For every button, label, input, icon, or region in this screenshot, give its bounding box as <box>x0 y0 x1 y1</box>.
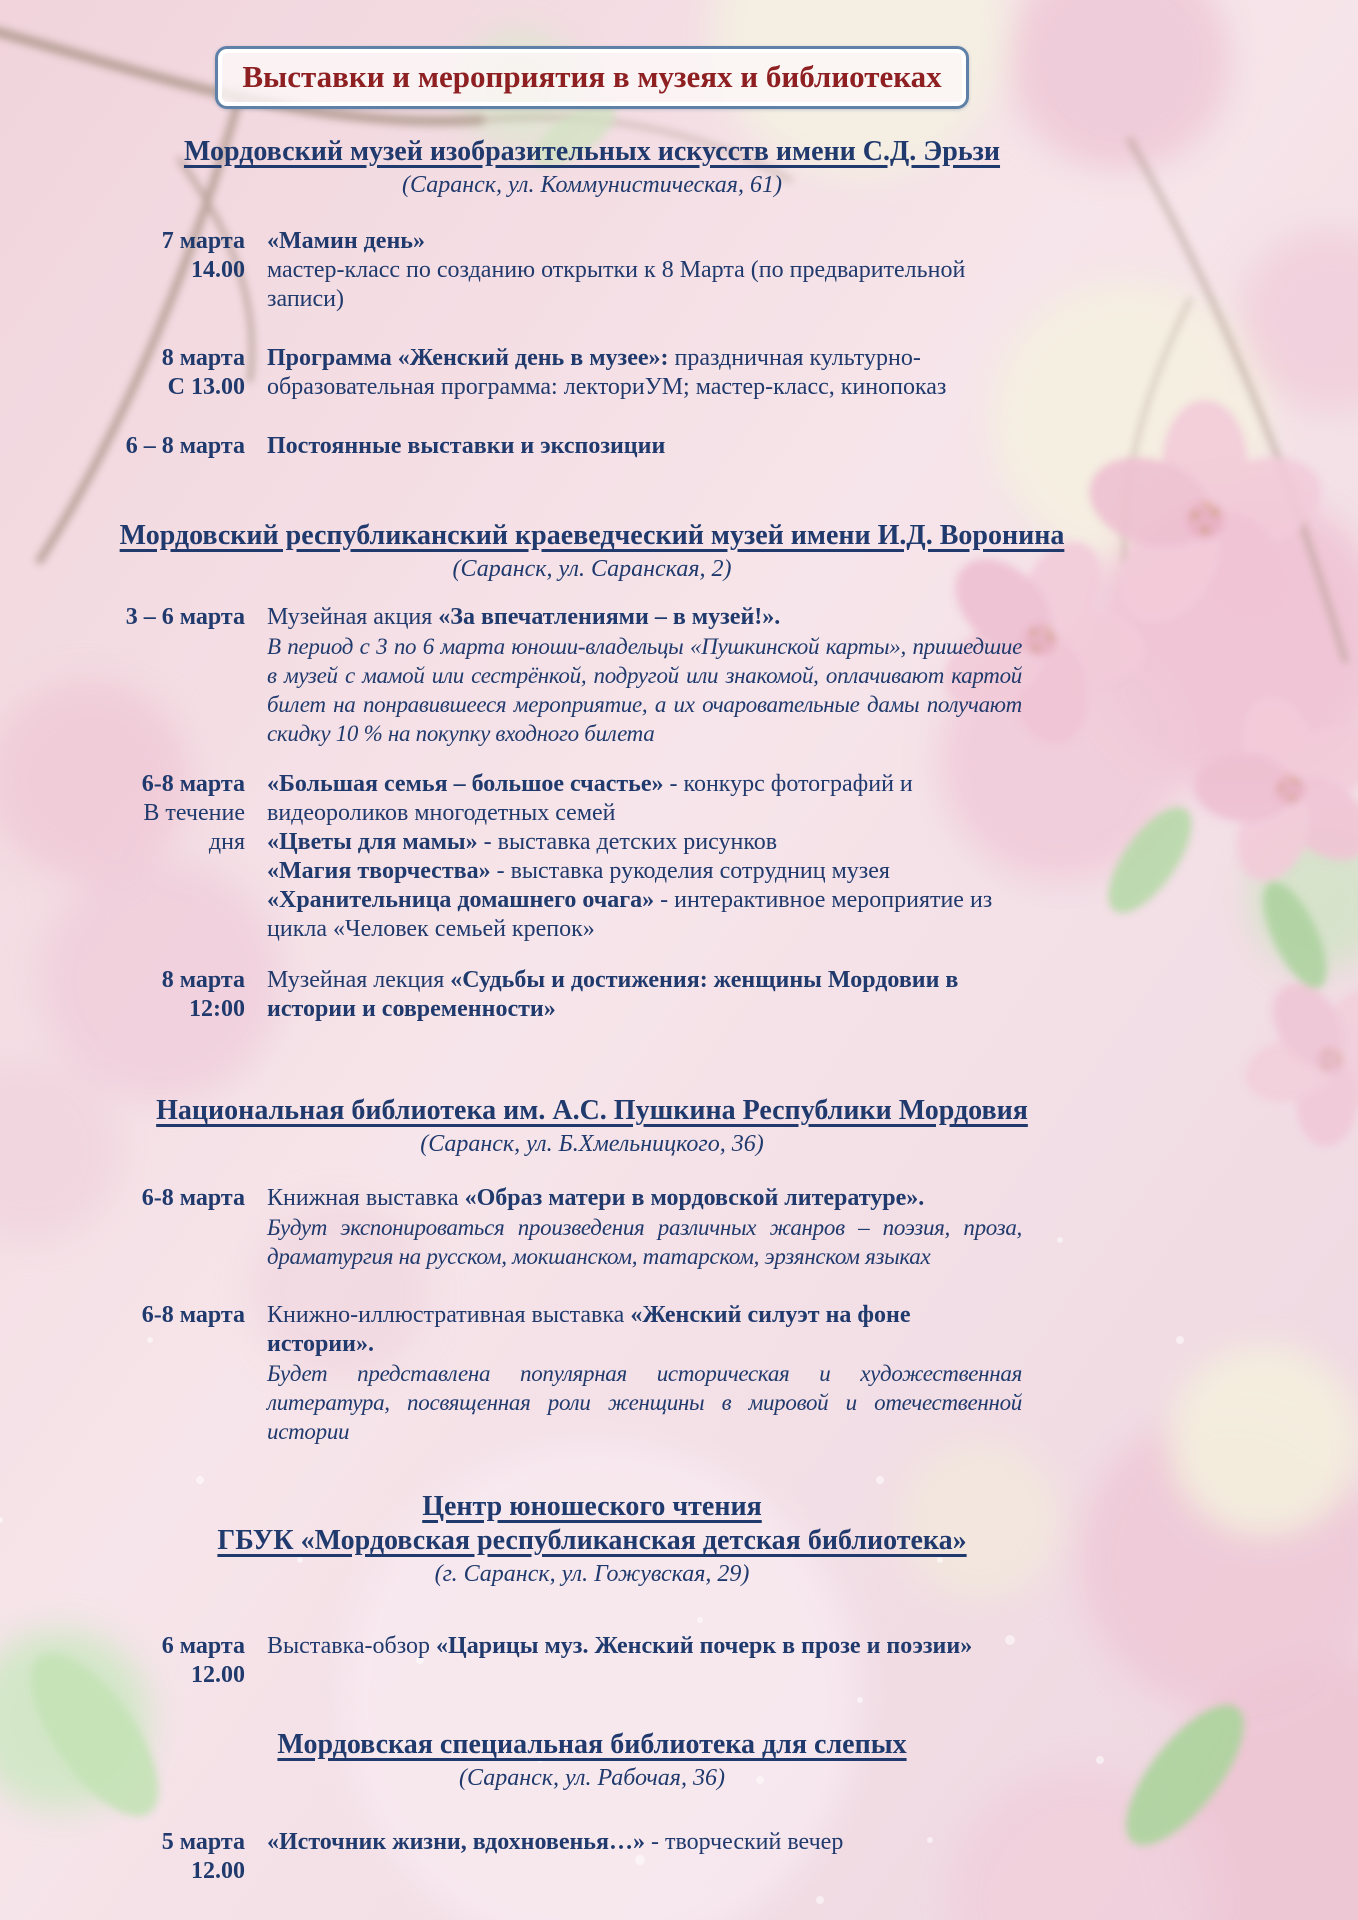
section-title: Мордовская специальная библиотека для слепых <box>277 1729 907 1760</box>
event-date <box>62 432 245 461</box>
event-row <box>62 770 1122 944</box>
text-run: «Мамин день» <box>267 228 425 254</box>
event-paragraph <box>267 828 1022 857</box>
text-run: праздничная культурно-образовательная программа: лекториУМ; мастер-класс, кинопоказ <box>267 345 947 400</box>
event-date <box>62 1184 245 1271</box>
venue-section <box>62 1728 1122 1886</box>
event-row <box>62 1632 1122 1690</box>
text-run: «Хранительница домашнего очага» <box>267 887 655 913</box>
event-date-line: 6-8 марта <box>141 771 245 797</box>
event-content <box>267 966 1022 1024</box>
section-address: (Саранск, ул. Саранская, 2) <box>452 556 732 582</box>
event-paragraph <box>267 603 1022 632</box>
event-paragraph <box>267 256 1022 314</box>
event-paragraph <box>267 1213 1022 1271</box>
event-content <box>267 1184 1022 1271</box>
event-paragraph <box>267 966 1022 1024</box>
text-run: Музейная лекция <box>267 967 451 993</box>
section-title: Национальная библиотека им. А.С. Пушкина Республики Мордовия <box>156 1095 1028 1126</box>
page-title: Выставки и мероприятия в музеях и библиотеках <box>242 59 942 94</box>
text-run: «Источник жизни, вдохновенья…» <box>267 1829 645 1855</box>
text-run: мастер-класс по созданию открытки к 8 Марта (по предварительной записи) <box>267 257 966 312</box>
event-paragraph <box>267 632 1022 748</box>
event-paragraph <box>267 344 1022 402</box>
text-run: Программа «Женский день в музее»: <box>267 345 675 371</box>
event-date-line: 5 марта <box>161 1829 245 1855</box>
events-list <box>62 227 1122 461</box>
event-date <box>62 1828 245 1886</box>
text-run: - выставка рукоделия сотрудниц музея <box>490 858 890 884</box>
text-run: Будут экспонироваться произведения различных жанров – поэзия, проза, драматургия на русском, мокшанском, татарском, эрзянском языках <box>267 1215 1022 1269</box>
event-date-line: дня <box>208 829 245 855</box>
event-date <box>62 344 245 402</box>
event-paragraph <box>267 857 1022 886</box>
section-title: Мордовский республиканский краеведческий музей имени И.Д. Воронина <box>119 520 1065 551</box>
section-address: (Саранск, ул. Б.Хмельницкого, 36) <box>420 1131 764 1157</box>
text-run: - выставка детских рисунков <box>477 829 778 855</box>
text-run: Будет представлена популярная историческая и художественная литература, посвященная роли женщины в мировой и отечественной истории <box>267 1361 1022 1444</box>
section-title: ГБУК «Мордовская республиканская детская библиотека» <box>217 1525 967 1556</box>
event-row <box>62 603 1122 748</box>
event-date <box>62 227 245 314</box>
event-date <box>62 966 245 1024</box>
event-row <box>62 1301 1122 1446</box>
text-run: «Царицы муз. Женский почерк в прозе и поэзии» <box>436 1633 973 1659</box>
text-run: Книжная выставка <box>267 1185 465 1211</box>
event-date-line: 6-8 марта <box>141 1302 245 1328</box>
event-date <box>62 603 245 748</box>
section-address: (Саранск, ул. Коммунистическая, 61) <box>402 172 782 198</box>
poster-page <box>62 0 1122 1886</box>
event-schedule <box>62 135 1122 1886</box>
text-run: «Образ матери в мордовской литературе». <box>464 1185 925 1211</box>
event-date-line: 12:00 <box>189 996 245 1022</box>
event-row <box>62 227 1122 314</box>
event-date-line: 12.00 <box>191 1662 245 1688</box>
event-paragraph <box>267 1301 1022 1359</box>
text-run: «Магия творчества» <box>267 858 491 884</box>
event-row <box>62 1184 1122 1271</box>
events-list <box>62 1184 1122 1446</box>
event-content <box>267 227 1022 314</box>
events-list <box>62 1632 1122 1690</box>
event-row <box>62 344 1122 402</box>
event-paragraph <box>267 1632 1022 1661</box>
text-run: «Большая семья – большое счастье» <box>267 771 664 797</box>
venue-section <box>62 135 1122 461</box>
event-date-line: 7 марта <box>161 228 245 254</box>
text-run: - интерактивное мероприятие из цикла «Человек семьей крепок» <box>267 887 993 942</box>
text-run: Книжно-иллюстративная выставка <box>267 1302 631 1328</box>
event-paragraph <box>267 1359 1022 1446</box>
event-date-line: С 13.00 <box>167 374 245 400</box>
section-address: (г. Саранск, ул. Гожувская, 29) <box>434 1561 750 1587</box>
event-paragraph <box>267 227 1022 256</box>
event-content <box>267 1632 1022 1690</box>
section-title: Центр юношеского чтения <box>422 1491 762 1522</box>
event-paragraph <box>267 1184 1022 1213</box>
text-run: Музейная акция <box>267 604 439 630</box>
section-title: Мордовский музей изобразительных искусств имени С.Д. Эрьзи <box>183 136 1001 167</box>
event-date <box>62 1301 245 1446</box>
text-run: - творческий вечер <box>644 1829 844 1855</box>
event-content <box>267 603 1022 748</box>
venue-section <box>62 519 1122 1024</box>
text-run: «Цветы для мамы» <box>267 829 478 855</box>
event-date-line: 12.00 <box>191 1858 245 1884</box>
text-run: В период с 3 по 6 марта юноши-владельцы «Пушкинской карты», пришедшие в музей с мамой или сестрёнкой, подругой или знакомой, оплачивают картой билет на понравившееся мероприятие, а их очаровательные дамы получают скидку 10 % на покупку входного билета <box>267 634 1022 746</box>
venue-section <box>62 1490 1122 1690</box>
event-date-line: 6-8 марта <box>141 1185 245 1211</box>
text-run: Выставка-обзор <box>267 1633 437 1659</box>
event-content <box>267 770 1022 944</box>
event-date <box>62 770 245 944</box>
text-run: «Судьбы и достижения: женщины Мордовии в истории и современности» <box>267 967 959 1022</box>
event-date-line: 6 марта <box>161 1633 245 1659</box>
event-content <box>267 1301 1022 1446</box>
event-row <box>62 1828 1122 1886</box>
event-content <box>267 344 1022 402</box>
event-paragraph <box>267 1828 1022 1857</box>
event-paragraph <box>267 432 1022 461</box>
event-date-line: 8 марта <box>161 967 245 993</box>
event-date-line: 3 – 6 марта <box>125 604 245 630</box>
event-date-line: 14.00 <box>191 257 245 283</box>
events-list <box>62 603 1122 1024</box>
event-content <box>267 1828 1022 1886</box>
section-address: (Саранск, ул. Рабочая, 36) <box>459 1765 725 1791</box>
event-date <box>62 1632 245 1690</box>
text-run: - конкурс фотографий и видеороликов многодетных семей <box>267 771 913 826</box>
text-run: «Женский силуэт на фоне истории». <box>267 1302 911 1357</box>
page-title-box <box>215 46 968 109</box>
text-run: Постоянные выставки и экспозиции <box>267 433 666 459</box>
event-date-line: 6 – 8 марта <box>125 433 245 459</box>
event-date-line: В течение <box>143 800 245 826</box>
event-content <box>267 432 1022 461</box>
events-list <box>62 1828 1122 1886</box>
event-date-line: 8 марта <box>161 345 245 371</box>
venue-section <box>62 1094 1122 1446</box>
event-row <box>62 432 1122 461</box>
event-paragraph <box>267 770 1022 828</box>
event-paragraph <box>267 886 1022 944</box>
event-row <box>62 966 1122 1024</box>
text-run: «За впечатлениями – в музей!». <box>438 604 781 630</box>
